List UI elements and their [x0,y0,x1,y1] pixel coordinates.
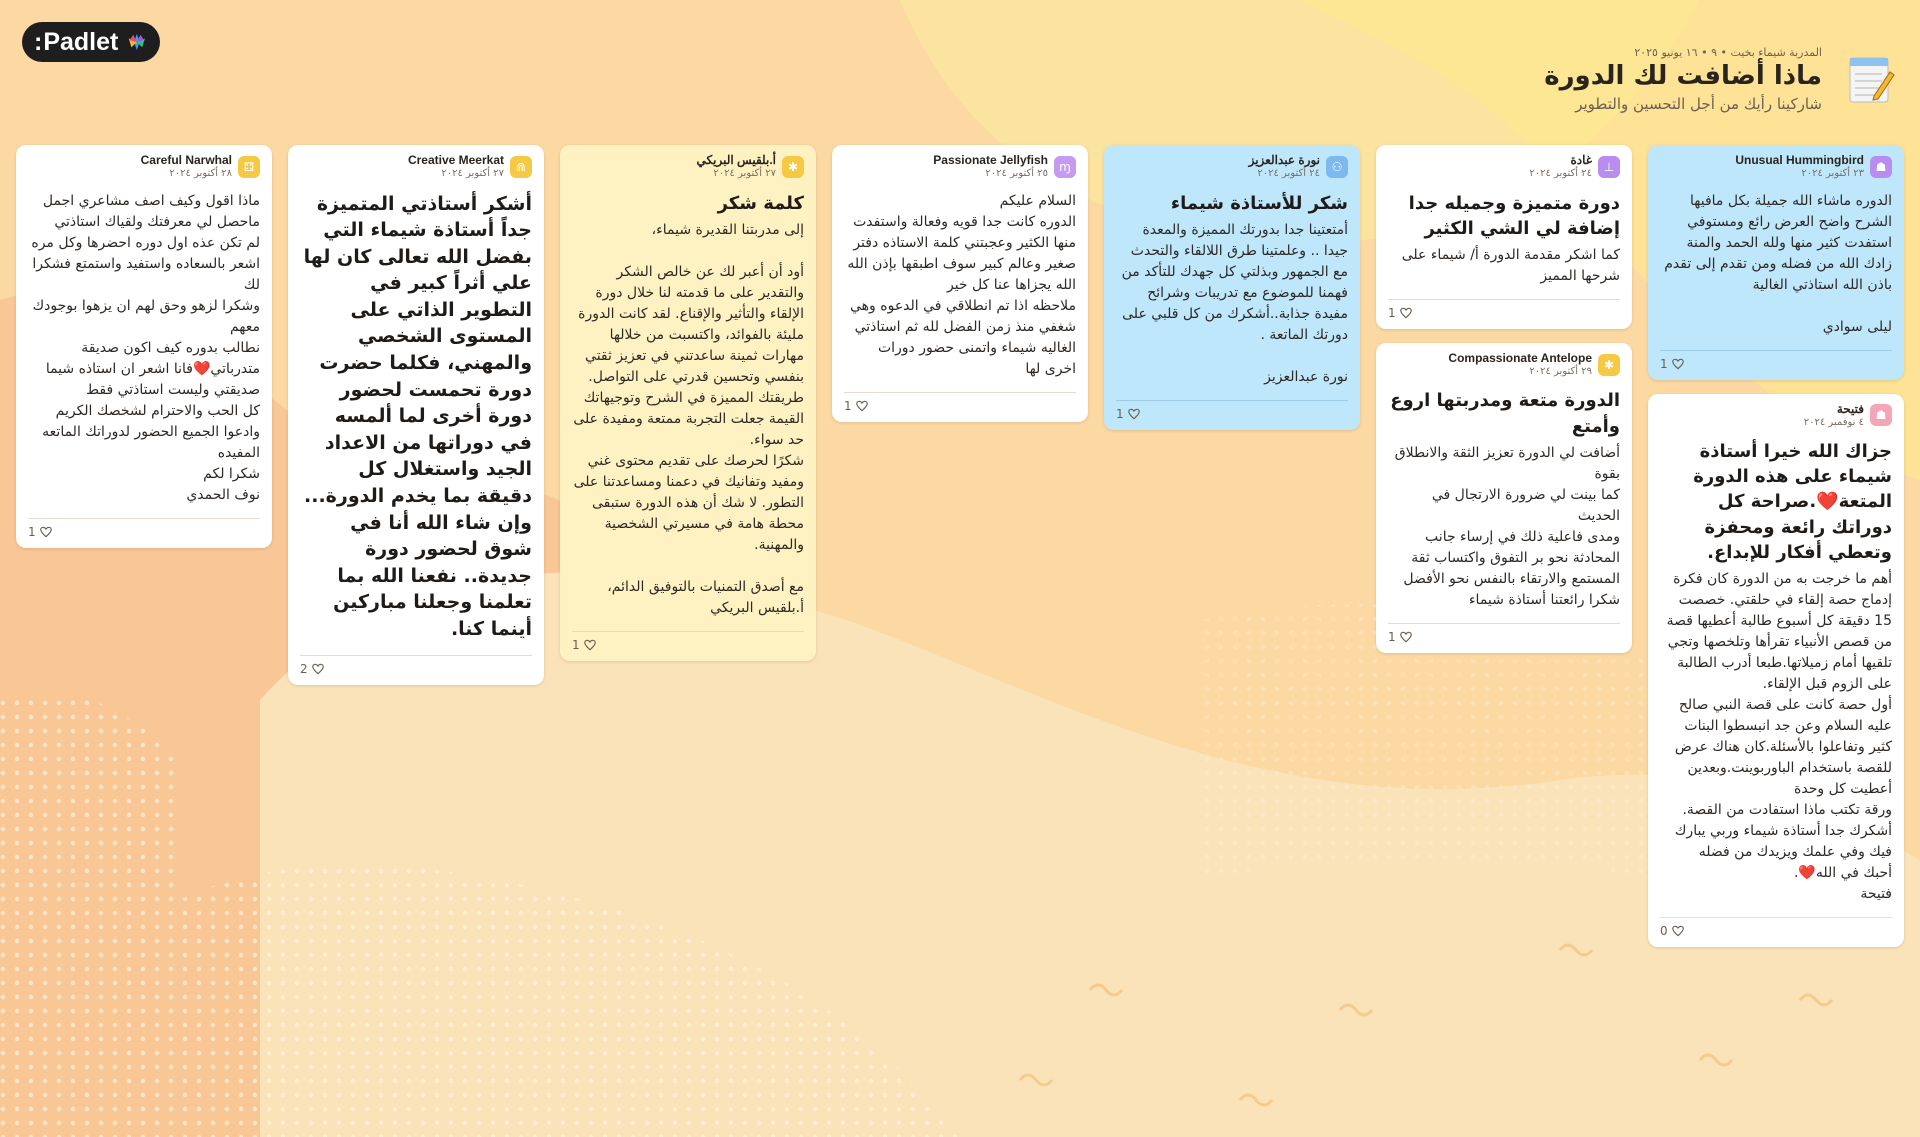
avatar[interactable] [1598,156,1620,178]
like-button[interactable] [844,399,869,413]
heart-icon [311,662,325,676]
board-meta: المدربة شيماء بخيت • ٩ • ١٦ يونيو ٢٠٢٥ [1634,46,1822,59]
robot-icon: ⊥ [1603,159,1615,174]
post-footer [1388,299,1620,320]
post-card[interactable] [1376,343,1632,653]
board-column [288,145,544,685]
post-body: السلام عليكم الدوره كانت جدا قويه وفعالة واستفدت منها الكثير وعجبتني كلمة الاستاذه دفتر صغير وعالم كبير سوف اطبقها بإذن الله الله يجزاها عنا كل خير ملاحظه اذا تم انطلاقي في الدعوه وهي شغفي منذ زمن الفضل لله ثم استاذتي الغاليه شيماء واتمنى حضور دورات اخرى لها [847,192,1076,377]
post-card[interactable] [832,145,1088,422]
post-date: ٢٥ أكتوبر ٢٠٢٤ [985,168,1048,179]
board-subtitle: شاركينا رأيك من أجل التحسين والتطوير [1575,95,1822,113]
post-author-name: Unusual Hummingbird [1735,153,1864,167]
post-footer [1660,350,1892,371]
like-button[interactable] [1660,924,1685,938]
like-button[interactable] [1388,630,1413,644]
avatar[interactable] [782,156,804,178]
like-button[interactable] [28,525,53,539]
post-author-name: Passionate Jellyfish [933,153,1048,167]
post-body: أمتعتينا جدا بدورتك المميزة والمعدة جيدا .. وعلمتينا طرق اللالقاء والتحدث مع الجمهور وبذلتي كل جهدك للتأكد من فهمنا للموضوع مع تدريبات وشرائح مفيدة جذابة..أشكرك من كل قلبي على دورتك الماتعة . نورة عبدالعزيز [1121,221,1348,385]
padlet-flower-icon [126,30,148,54]
post-card[interactable] [1648,394,1904,947]
like-button[interactable] [1388,306,1413,320]
post-title: دورة متميزة وجميله جدا إضافة لي الشي الكثير [1408,192,1620,239]
post-title: الدورة متعة ومدربتها اروع وأمتع [1390,390,1620,437]
like-count: 1 [572,637,580,652]
post-author-row [572,153,804,181]
post-title: شكر للأستاذة شيماء [1170,192,1348,214]
post-author-name: Compassionate Antelope [1448,350,1592,365]
post-footer [28,518,260,539]
heart-icon [1671,924,1685,938]
robot-icon: ⋒ [515,159,527,174]
heart-icon [39,525,53,539]
like-button[interactable] [572,638,597,652]
post-footer [300,655,532,676]
post-author-name: فتيحة [1836,401,1864,416]
post-body: أهم ما خرجت به من الدورة كان فكرة إدماج حصة إلقاء في حلقتي. خصصت 15 دقيقة كل أسبوع طالبة أعطيها قصة من قصص الأنبياء تقرأها وتلخصها وتجي تلقيها أمام زميلاتها.طبعا أدرب الطالبة على الزوم قبل الإلقاء. أول حصة كانت على قصة النبي صالح عليه السلام وعن جد انبسطوا البنات كثير وتفاعلوا بالأسئلة.كان هناك عرض للقصة باستخدام الباوربوينت.وبعدين أعطيت كل وحدة ورقة تكتب ماذا استفادت من القصة. أشكرك جدا أستاذة شيماء وربي يبارك فيك وفي علمك ويزيدك من فضله أحبك في الله❤️. فتيحة [1666,570,1892,902]
board-column [1376,145,1632,653]
board-title: ماذا أضافت لك الدورة [1544,61,1822,91]
post-body: الدوره ماشاء الله جميلة بكل مافيها الشرح واضح العرض رائع ومستوفي استفدت كثير منها ولله الحمد والمنة زادك الله من فضله ومن تقدم إلى تقدم باذن الله استاذتي الغالية ليلى سوادي [1664,192,1892,335]
heart-icon [1399,306,1413,320]
post-body: أضافت لي الدورة تعزيز الثقة والانطلاق بقوة كما بينت لي ضرورة الارتجال في الحديث ومدى فاعلية ذلك في إرساء جانب المحادثة نحو بر التفوق واكتساب ثقة المستمع والارتقاء بالنفس نحو الأفضل شكرا رائعتنا أستاذة شيماء [1394,444,1620,608]
robot-icon: ⚃ [243,159,255,174]
heart-icon [583,638,597,652]
robot-icon: ✱ [787,159,799,174]
like-count: 1 [28,524,36,539]
post-card[interactable] [1376,145,1632,329]
post-card[interactable] [1104,145,1360,430]
post-date: ٢٤ أكتوبر ٢٠٢٤ [1257,168,1320,179]
board-column [832,145,1088,422]
post-card[interactable] [560,145,816,661]
board-column [16,145,272,548]
robot-icon: ⚇ [1331,159,1343,174]
post-author-name: Careful Narwhal [140,153,232,167]
like-count: 1 [1388,305,1396,320]
notepad-icon [1844,52,1896,106]
post-author-row [844,153,1076,181]
like-count: 0 [1660,923,1668,938]
post-date: ٢٩ أكتوبر ٢٠٢٤ [1529,365,1592,377]
post-date: ٢٧ أكتوبر ٢٠٢٤ [713,168,776,179]
like-button[interactable] [1660,357,1685,371]
heart-icon [855,399,869,413]
post-author-row [1660,402,1892,430]
post-body: إلى مدربتنا القديرة شيماء، أود أن أعبر لك عن خالص الشكر والتقدير على ما قدمته لنا خلال دورة الإلقاء والتأثير والإقناع. لقد كانت الدورة مليئة بالفوائد، واكتسبت من خلالها مهارات ثمينة ساعدتني في تعزيز ثقتي بنفسي وتحسين قدرتي على التواصل. طريقتك المميزة في الشرح وتوجيهاتك القيمة جعلت التجربة ممتعة ومفيدة على حد سواء. شكرًا لحرصك على تقديم محتوى غني ومفيد وتفانيك في دعمنا ومساعدتنا على التطور. لا شك أن هذه الدورة ستبقى محطة هامة في مسيرتي الشخصية والمهنية. مع أصدق التمنيات بالتوفيق الدائم، أ.بلقيس البريكي [573,221,804,616]
post-author-name: أ.بلقيس البريكي [696,153,776,167]
avatar[interactable] [1326,156,1348,178]
board-header [1322,46,1822,113]
like-count: 2 [300,661,308,676]
avatar[interactable] [1054,156,1076,178]
like-count: 1 [1388,629,1396,644]
heart-icon [1671,357,1685,371]
post-date: ٢٣ أكتوبر ٢٠٢٤ [1801,168,1864,179]
avatar[interactable] [238,156,260,178]
avatar[interactable] [510,156,532,178]
avatar[interactable] [1598,354,1620,376]
robot-icon: ɱ [1059,159,1071,174]
post-title: كلمة شكر [717,192,804,214]
board-column [1648,145,1904,947]
post-author-row [300,153,532,181]
padlet-logo-button[interactable]: : Padlet [22,22,160,62]
post-author-name: Creative Meerkat [407,153,504,167]
post-author-row [28,153,260,181]
post-footer [844,392,1076,413]
post-author-name: غادة [1570,153,1592,167]
post-card[interactable] [1648,145,1904,380]
post-footer [1388,623,1620,644]
post-body: ماذا اقول وكيف اصف مشاعري اجمل ماحصل لي معرفتك ولقياك استاذتي لم تكن عذه اول دوره احضرها وكل مره اشعر بالسعاده واستفيد واستمتع فشكرا لك وشكرا لزهو وحق لهم ان يزهوا بوجودك معهم نطالب بدوره كيف اكون صديقة متدرباتي❤️فانا اشعر ان استاذه شيما صديقتي وليست استاذتي فقط كل الحب والاحترام لشخصك الكريم وادعوا الجميع الحضور لدوراتك الماتعه المفيده شكرا لكم نوف الحمدي [31,192,260,503]
post-title: أشكر أستاذتي المتميزة جداً أستاذة شيماء التي بفضل الله تعالى كان لها علي أثراً كبير في التطوير الذاتي على المستوى الشخصي والمهني، فكلما حضرت دورة تحمست لحضور دورة أخرى لما ألمسه في دوراتها من الاعداد الجيد واستغلال كل دقيقة بما يخدم الدورة... وإن شاء الله أنا في شوق لحضور دورة جديدة.. نفعنا الله بما تعلمنا وجعلنا مباركين أينما كنا. [303,192,532,640]
heart-icon [1127,407,1141,421]
logo-text: Padlet [43,27,119,56]
robot-icon: ☗ [1875,408,1887,423]
post-author-row [1116,153,1348,181]
post-date: ٢٤ أكتوبر ٢٠٢٤ [1529,168,1592,179]
post-author-row [1660,153,1892,181]
post-footer [572,631,804,652]
post-footer [1660,917,1892,938]
board-column [560,145,816,661]
avatar[interactable] [1870,156,1892,178]
heart-icon [1399,630,1413,644]
post-date: ٤ نوفمبر ٢٠٢٤ [1803,416,1864,428]
like-button[interactable] [300,662,325,676]
post-author-row [1388,351,1620,379]
like-count: 1 [1660,356,1668,371]
post-card[interactable] [288,145,544,685]
post-date: ٢٨ أكتوبر ٢٠٢٤ [169,168,232,179]
post-author-row [1388,153,1620,181]
post-author-name: نورة عبدالعزيز [1248,153,1320,167]
like-count: 1 [1116,406,1124,421]
post-card[interactable] [16,145,272,548]
avatar[interactable] [1870,404,1892,426]
post-title: جزاك الله خيرا أستاذة شيماء على هذه الدورة المتعة❤️.صراحة كل دوراتك رائعة ومحفزة وتعطي أفكار للإبداع. [1693,441,1892,563]
post-body: كما اشكر مقدمة الدورة أ/ شيماء على شرحها المميز [1401,246,1620,284]
post-footer [1116,400,1348,421]
post-date: ٢٧ أكتوبر ٢٠٢٤ [441,168,504,179]
board-column [1104,145,1360,430]
like-button[interactable] [1116,407,1141,421]
like-count: 1 [844,398,852,413]
robot-icon: ☗ [1875,159,1887,174]
robot-icon: ✱ [1603,357,1615,372]
